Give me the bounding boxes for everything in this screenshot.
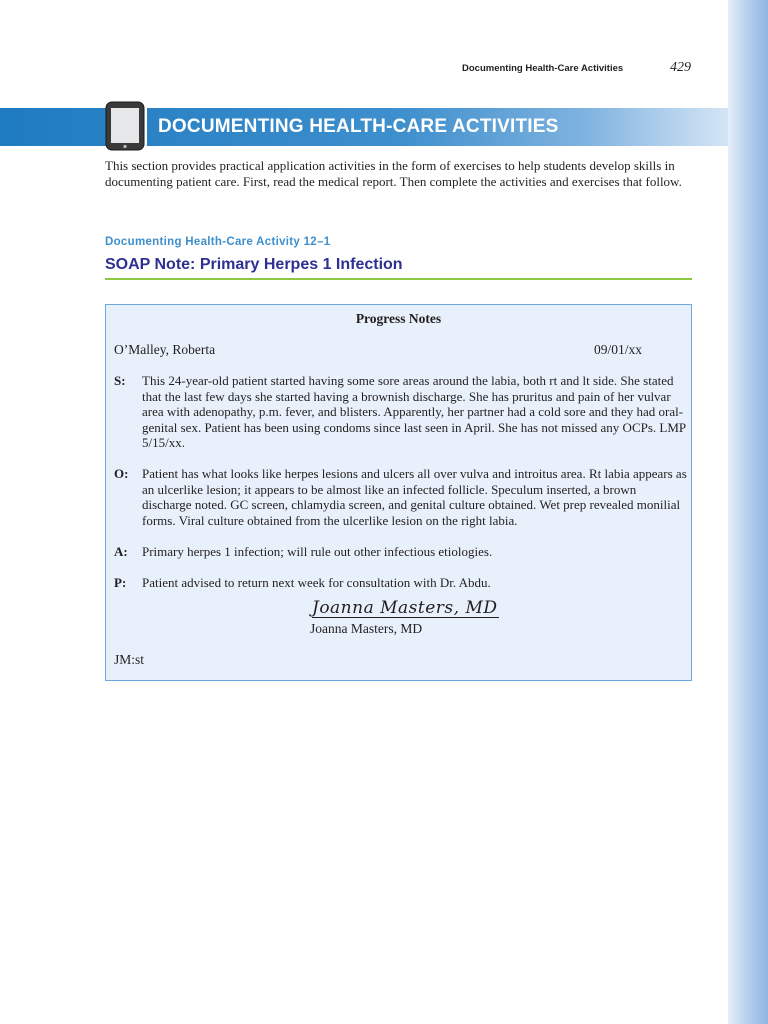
soap-letter: P: <box>114 575 127 590</box>
signature-name: Joanna Masters, MD <box>310 621 423 636</box>
title-rule <box>105 278 692 280</box>
transcription-initials: JM:st <box>114 652 145 667</box>
soap-letter: A: <box>114 544 128 559</box>
progress-notes-heading: Progress Notes <box>355 311 442 326</box>
activity-title: SOAP Note: Primary Herpes 1 Infection <box>105 256 403 273</box>
patient-name: O’Malley, Roberta <box>114 342 216 357</box>
tablet-icon <box>103 100 149 152</box>
soap-text: This 24-year-old patient started having some sore areas around the labia, both rt and lt side. She stated that the last few days she started having a brownish discharge. She has pruritus and pain of her vulvar area with adenopathy, p.m. fever, and blisters. Apparently, her partner had a cold sore and they had oral-genital sex. Patient has been using condoms since last seen in April. She has not missed any OCPs. LMP 5/15/xx. <box>142 373 686 450</box>
page-edge-strip <box>728 0 768 1024</box>
section-title: DOCUMENTING HEALTH-CARE ACTIVITIES <box>158 116 559 137</box>
handwritten-signature: Joanna Masters, MD <box>312 598 498 618</box>
activity-label: Documenting Health-Care Activity 12–1 <box>105 236 331 248</box>
note-date: 09/01/xx <box>594 342 643 357</box>
soap-letter: O: <box>114 466 129 481</box>
running-head: Documenting Health-Care Activities <box>462 63 624 74</box>
intro-paragraph: This section provides practical application activities in the form of exercises to help students develop skills in documenting patient care. First, read the medical report. Then complete the activities and exercises that follow. <box>105 158 682 189</box>
soap-text: Patient advised to return next week for consultation with Dr. Abdu. <box>142 575 491 590</box>
soap-letter: S: <box>114 373 126 388</box>
soap-text: Patient has what looks like herpes lesions and ulcers all over vulva and introitus area. Rt labia appears as an ulcerlike lesion; it appears to be almost like an infected follicle. Speculum inserted, a brown discharge noted. GC screen, chlamydia screen, and genital culture obtained. Wet prep revealed monilial forms. Viral culture obtained from the ulcerlike lesion on the right labia. <box>142 466 687 528</box>
soap-text: Primary herpes 1 infection; will rule out other infectious etiologies. <box>142 544 493 559</box>
page-number: 429 <box>670 60 691 75</box>
